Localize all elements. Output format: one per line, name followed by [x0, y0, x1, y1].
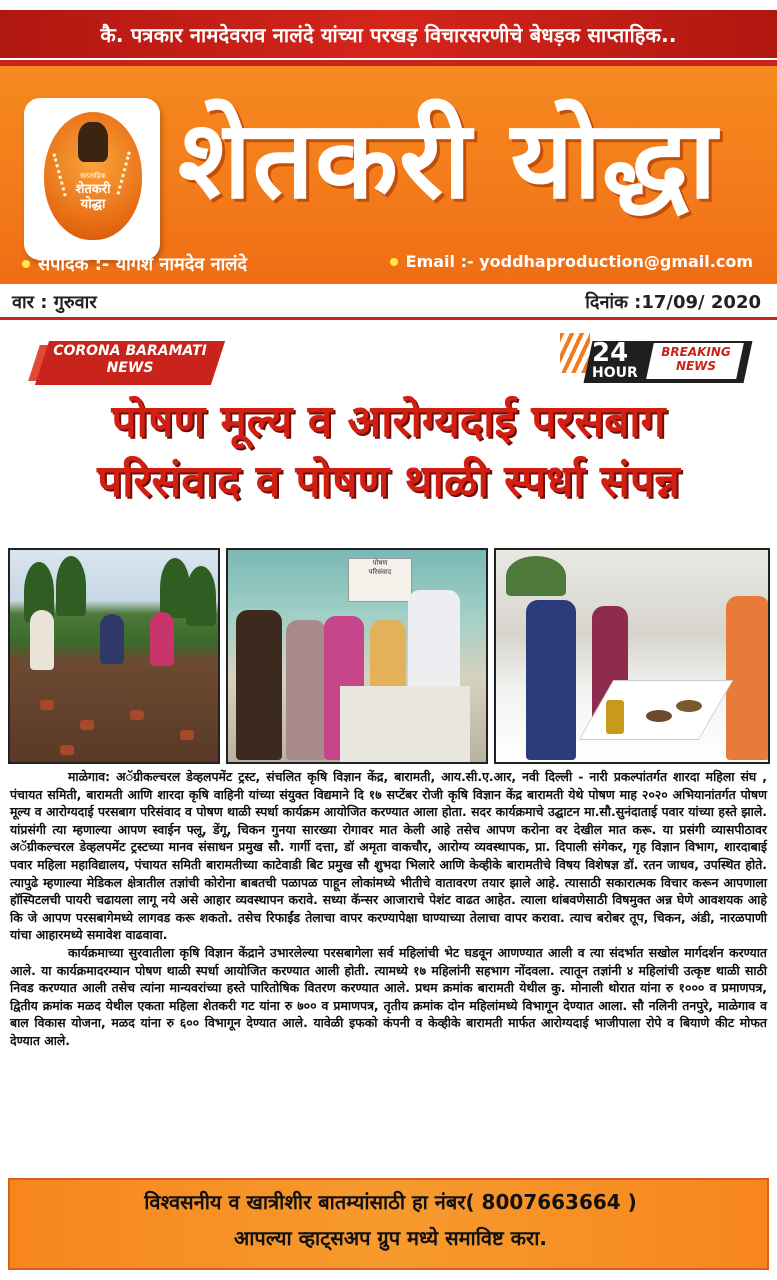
clay-pot	[80, 720, 94, 730]
article-paragraph: कार्यक्रमाच्या सुरवातीला कृषि विज्ञान केंद्राने उभारलेल्या परसबागेला सर्व महिलांची भेट घडवून आणण्यात आली व त्या संदर्भात सखोल मार्गदर्शन करण्यात आले. या कार्यक्रमादरम्यान पोषण थाळी स्पर्धा आयोजित करण्यात आली होती. त्यामध्ये १७ महिलांनी सहभाग नोंदवला. त्यातून तज्ञांनी ४ महिलांची उत्कृष्ट थाळी साठी निवड करण्यात आली तसेच त्यांना मान्यवरांच्या हस्ते पारितोषिक वितरण करण्यात आले. प्रथम क्रमांक बारामती येथील कु. मोनाली थोरात यांना रु १००० व प्रमाणपत्र, द्वितीय क्रमांक मळद येथील एकता महिला शेतकरी गट यांना रु ७०० व प्रमाणपत्र, तृतीय क्रमांक दोन महिलांमध्ये विभागून देण्यात आला. सौ नलिनी तनपुरे, माळेगाव व बाल विकास योजना, मळद यांना रु ६०० विभागून देण्यात आले. यावेळी इफको कंपनी व केव्हीके बारामती मार्फत आरोग्यदाई भाजीपाला रोपे व बियाणे कीट मोफत देण्यात आले.	[10, 944, 767, 1048]
person	[526, 600, 576, 760]
photo-thali-competition	[494, 548, 770, 764]
headline-line1: पोषण मूल्य व आरोग्यदाई परसबाग	[111, 396, 666, 447]
email-line	[390, 252, 753, 271]
logo-emblem	[44, 112, 142, 240]
masthead	[0, 66, 777, 284]
tagline-text: कै. पत्रकार नामदेवराव नालंदे यांच्या परखड़ विचारसरणीचे बेधड़क साप्ताहिक..	[0, 10, 777, 58]
photo-strip	[8, 548, 770, 764]
person	[726, 596, 770, 760]
clay-pot	[40, 700, 54, 710]
logo-text-line1: शेतकरी	[75, 182, 111, 197]
editor-line	[22, 252, 247, 276]
palm-tree	[56, 556, 86, 616]
photo-kitchen-garden	[8, 548, 220, 764]
email-address[interactable]: Email :- yoddhaproduction@gmail.com	[405, 252, 753, 271]
newspaper-logo	[24, 98, 160, 260]
palm-tree	[186, 566, 216, 626]
stripes-decoration	[560, 333, 590, 373]
bullet-dot-icon	[22, 260, 30, 268]
poster-text-2: परिसंवाद	[368, 568, 392, 576]
news-banner-row	[0, 323, 777, 393]
podium-table	[340, 686, 470, 764]
photo-award-ceremony	[226, 548, 488, 764]
corona-tag-line1: CORONA BARAMATI	[53, 343, 207, 359]
logo-text	[44, 182, 142, 212]
breaking-hours: 24	[592, 338, 629, 368]
clay-pot	[60, 745, 74, 755]
tagline-strip	[0, 0, 777, 66]
oil-bottle	[606, 700, 624, 734]
logo-small-text: साप्ताहिक	[80, 172, 106, 180]
newspaper-title: शेतकरी योद्धा	[178, 98, 718, 223]
article-body	[10, 768, 767, 1050]
tree	[506, 556, 566, 596]
logo-text-line2: योद्धा	[80, 197, 106, 212]
farmer-figure-icon	[78, 122, 108, 162]
thali-plate	[646, 710, 672, 722]
clay-pot	[130, 710, 144, 720]
breaking-news-label	[656, 345, 736, 373]
breaking-line1: BREAKING	[661, 345, 731, 359]
person	[100, 614, 124, 664]
person	[150, 612, 174, 666]
headline-line2: परिसंवाद व पोषण थाळी स्पर्धा संपन्न	[97, 456, 680, 507]
thali-plate	[676, 700, 702, 712]
issue-date: दिनांक :17/09/ 2020	[585, 292, 761, 313]
headline	[0, 392, 777, 512]
clay-pot	[180, 730, 194, 740]
footer-line1: विश्वसनीय व खात्रीशीर बातम्यांसाठी हा नंबर( 8007663664 )	[144, 1190, 637, 1214]
dateline	[0, 284, 777, 320]
article-paragraph: माळेगाव: अॅग्रीकल्चरल डेव्हलपमेंट ट्रस्ट, संचलित कृषि विज्ञान केंद्र, बारामती, आय.सी.ए.आर, नवी दिल्ली - नारी प्रकल्पांतर्गत शारदा महिला संघ , पंचायत समिती, बारामती आणि शारदा कृषि वाहिनी यांच्या संयुक्त विद्यमाने दि १७ सप्टेंबर रोजी कृषि विज्ञान केंद्र बारामती येथे पोषण माह २०२० अभियानांतर्गत पोषण मूल्य व आरोग्यदाई परसबाग परिसंवाद व पोषण थाळी स्पर्धा कार्यक्रम आयोजित करण्यात आला होता. सदर कार्यक्रमाचे उद्घाटन मा.सौ.सुनंदाताई पवार यांच्या हस्ते झाले. यांप्रसंगी त्या म्हणाल्या आपण स्वाईन फ्लू, डेंगू, चिकन गुनया सारख्या रोगावर मात केली आहे तसेच आपण करोना वर देखील मात करू. या प्रसंगी व्यासपीठावर अॅग्रीकल्चरल डेव्हलपमेंट ट्रस्टच्या मानव संसाधन प्रमुख सौ. गार्गी दत्ता, डॉ अमृता वाकचौर, आरोग्य व्यवस्थापक, प्रा. दिपाली संगेकर, गृह विज्ञान विभाग, शारदाबाई पवार महिला महाविद्यालय, पंचायत समिती बारामतीच्या काटेवाडी बिट प्रमुख सौ शुभदा भिलारे आणि केव्हीके बारामतीचे विषय विशेषज्ञ डॉ. रतन जाधव, उपस्थित होते. त्यापुढे म्हणाल्या मेडिकल क्षेत्रातील तज्ञांची कोरोना बाबतची पळापळ पाहून लोकांमध्ये भीतीचे वातावरण तयार झाले आहे. त्यासाठी सकारात्मक विचार करून आपणाला हॉस्पिटलची पायरी चढायला लागू नये असे आहार व्यवस्थापन करावे. सध्या कॅन्सर आजाराचे पेशंट वाढत आहेत. त्याला थांबवणेसाठी विषमुक्त अन्न घेणे आवशयक आहे कि जे आपण परसबागेमध्ये लागवड करू शकतो. तसेच रिफाईंड तेलाचा वापर करण्यापेक्षा घाण्याच्या तेलाचा वापर करावा. त्याच बरोबर तूप, चिकन, अंडी, नारळपाणी यांचा आहारमध्ये समावेश वाढवावा.	[10, 769, 768, 943]
person	[286, 620, 326, 760]
corona-tag	[42, 343, 218, 377]
whatsapp-footer-banner	[8, 1178, 769, 1270]
corona-tag-line2: NEWS	[106, 360, 154, 376]
footer-line2: आपल्या व्हाट्सअप ग्रुप मध्ये समाविष्ट करा.	[233, 1226, 548, 1250]
editor-name: संपादक :- योगेश नामदेव नालंदे	[38, 254, 248, 275]
poster-text-1: पोषण	[372, 559, 388, 567]
issue-day: वार : गुरुवार	[12, 292, 97, 313]
person	[236, 610, 282, 760]
bullet-dot-icon	[390, 258, 398, 266]
breaking-hour-label: HOUR	[592, 365, 638, 381]
person	[30, 610, 54, 670]
event-poster	[348, 558, 412, 602]
breaking-line2: NEWS	[675, 359, 717, 373]
